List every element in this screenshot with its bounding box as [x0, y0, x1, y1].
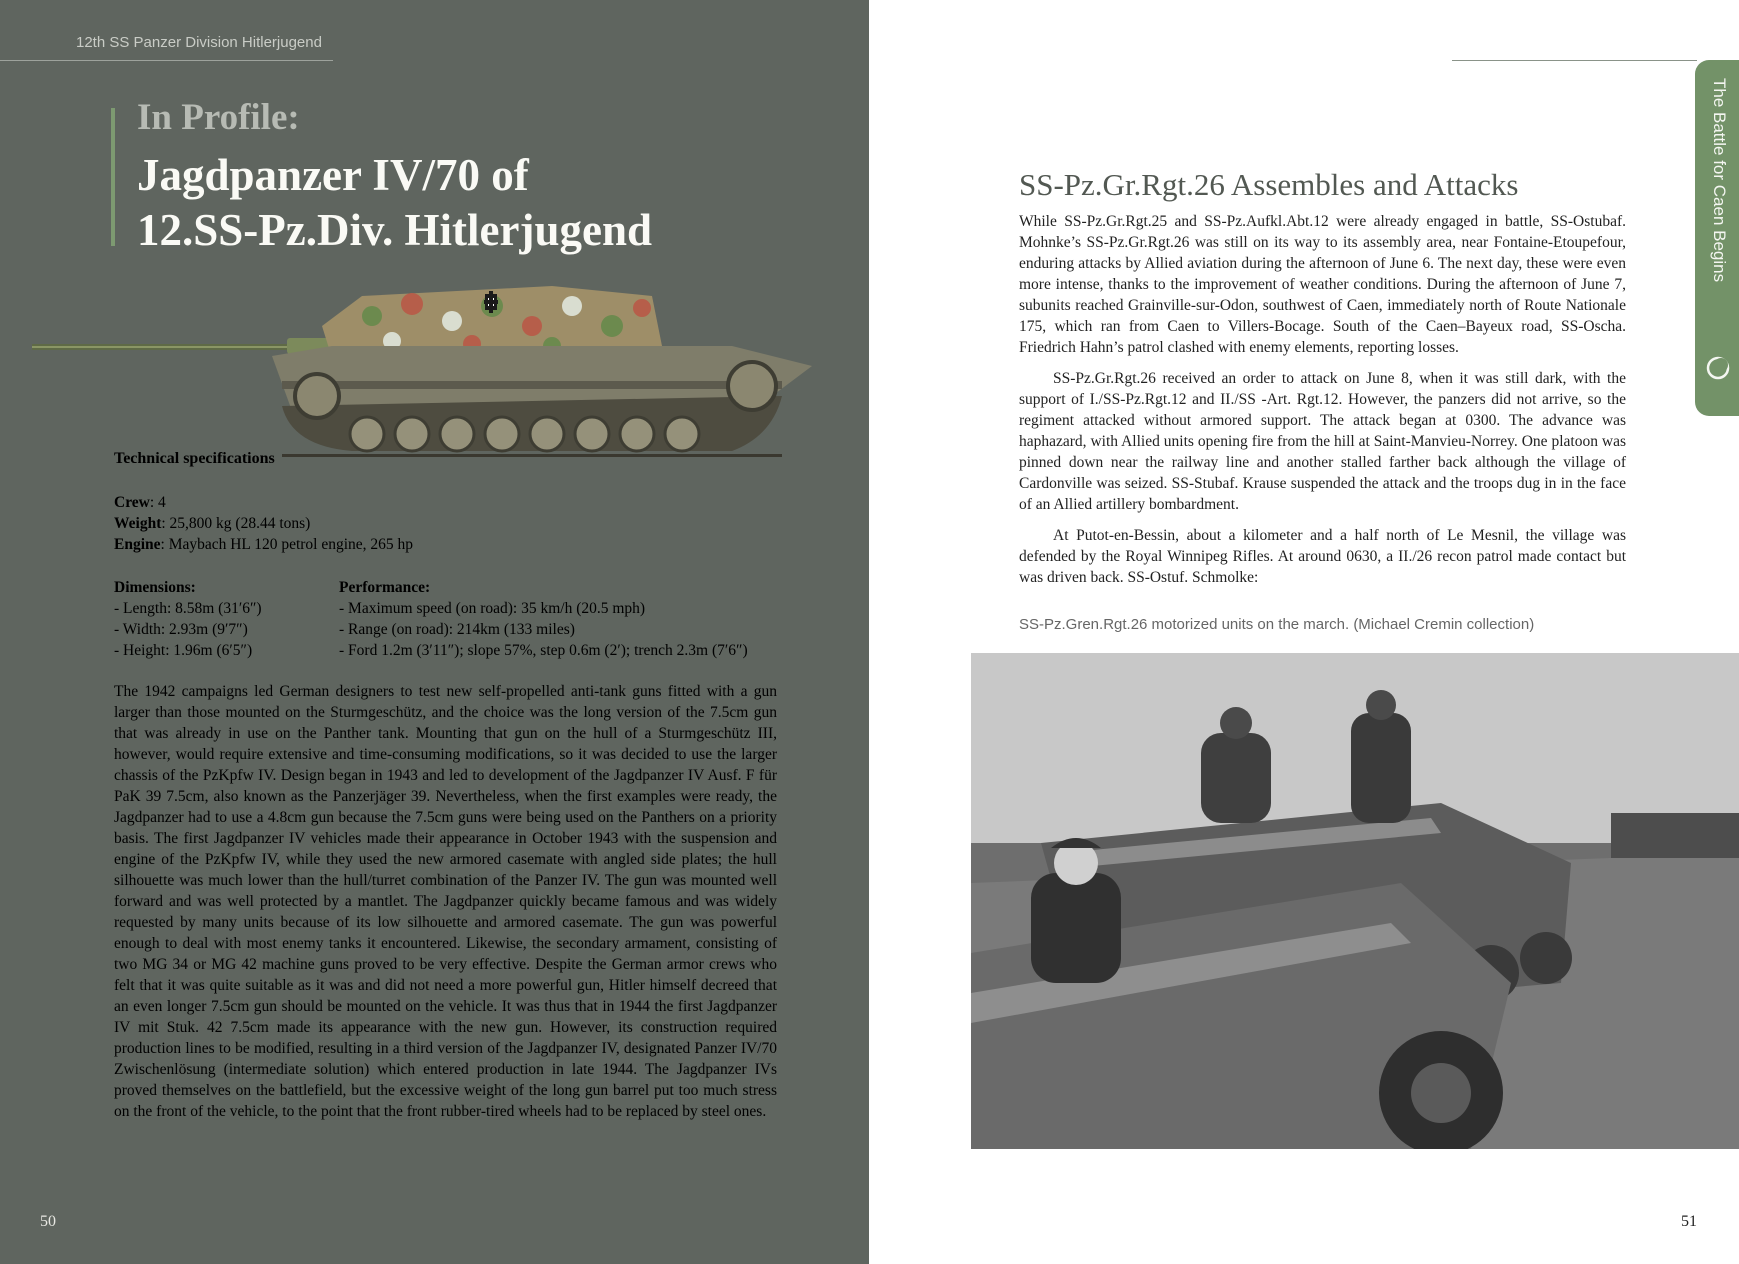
performance-item: - Range (on road): 214km (133 miles) [339, 621, 575, 638]
body-paragraph: At Putot-en-Bessin, about a kilometer and a half north of Le Mesnil, the village was defended by the Royal Winnipeg Rifles. At around 0630, a II./26 recon patrol made contact but was driven back. SS-Ostuf. Schmolke: [1019, 527, 1626, 586]
spec-engine: Engine: Maybach HL 120 petrol engine, 265 hp [114, 536, 414, 553]
body-paragraph: While SS-Pz.Gr.Rgt.25 and SS-Pz.Aufkl.Abt.12 were already engaged in battle, SS-Ostubaf. Mohnke’s SS-Pz.Gr.Rgt.26 was still on its way to its assembly area, near Fontaine-Etoupefour, enduring attacks by Allied aviation during the afternoon of June 6. The next day, these were even more intense, thanks to the improvement of weather conditions. During the afternoon of June 7, subunits reached Grainville-sur-Odon, southwest of Caen, immediately north of Route Nationale 175, which ran from Caen to Villers-Bocage. South of the Caen–Bayeux road, SS-Oscha. Friedrich Hahn’s patrol clashed with enemy elements, reporting losses. [1019, 213, 1626, 356]
profile-body-text: The 1942 campaigns led German designers to test new self-propelled anti-tank guns fitted with a gun larger than those mounted on the Sturmgeschütz, and the choice was the long version of the 7.5cm gun that was already in use on the Panther tank. Mounting that gun on the hull of a Sturmgeschütz III, however, would require extensive and time-consuming modifications, so it was decided to use the larger chassis of the PzKpfw IV. Design began in 1943 and led to development of the Jagdpanzer IV Ausf. F für PaK 39 7.5cm, also known as the Panzerjäger 39. Nevertheless, when the first examples were ready, the Jagdpanzer had to use a 4.8cm gun because the 7.5cm guns were being used on the Panthers on a priority basis. The first Jagdpanzer IV vehicles made their appearance in October 1943 with the suspension and engine of the PzKpfw IV, while they used the new armored casemate with angled side plates; the hull silhouette was much lower than the hull/turret combination of the Panzer IV. The gun was mounted well forward and was well protected by a mantlet. The Jagdpanzer quickly became famous and was widely requested by many units because of its low silhouette and armored casemate. The gun was powerful enough to deal with most enemy tanks it encountered. Likewise, the secondary armament, consisting of two MG 34 or MG 42 machine guns proved to be very effective. Despite the German armor crews who felt that it was quite suitable as it was and did not need a more powerful gun, Hitler himself decreed that an even longer 7.5cm gun should be mounted on the vehicle. It was thus that in 1944 the first Jagdpanzer IV mit Stuk. 42 7.5cm made its appearance with the new gun. However, its construction required production lines to be modified, resulting in a third version of the Jagdpanzer IV, designated Panzer IV/70 Zwischenlösung (intermediate solution) which entered production in late 1944. The Jagdpanzer IVs proved themselves on the battlefield, but the excessive weight of the long gun barrel put too much stress on the front of the vehicle, to the point that the front rubber-tired wheels had to be replaced by steel ones. [114, 683, 777, 1120]
spec-crew: Crew: 4 [114, 494, 166, 511]
dimension-item: - Width: 2.93m (9′7″) [114, 621, 248, 638]
page-number-right: 51 [1681, 1213, 1697, 1230]
section-body [1019, 211, 1626, 598]
performance-item: - Maximum speed (on road): 35 km/h (20.5 mph) [339, 600, 646, 617]
tech-spec-heading: Technical specifications [114, 450, 275, 467]
halftrack-photo [971, 653, 1739, 1149]
chapter-icon [1705, 355, 1731, 381]
body-paragraph: SS-Pz.Gr.Rgt.26 received an order to attack on June 8, when it was still dark, with the support of I./SS-Pz.Rgt.12 and II./SS -Art. Rgt.12. However, the panzers did not arrive, so the regiment attacked without armored support. The attack began at 0300. The advance was haphazard, with Allied units opening fire from the hill at Saint-Manvieu-Norrey. One platoon was pinned down near the railway line and another stalled farther back although the village of Cardonville was seized. SS-Stubaf. Krause suspended the attack and the troops dug in in the face of an Allied artillery bombardment. [1019, 370, 1626, 513]
spec-weight: Weight: 25,800 kg (28.44 tons) [114, 515, 311, 532]
spec-list [114, 492, 413, 555]
page-number-left: 50 [40, 1213, 56, 1230]
dimensions-block [114, 577, 262, 661]
right-header-rule [1452, 60, 1697, 61]
performance-heading: Performance: [339, 579, 431, 596]
dimension-item: - Height: 1.96m (6′5″) [114, 642, 253, 659]
photo-caption: SS-Pz.Gren.Rgt.26 motorized units on the march. (Michael Cremin collection) [1019, 616, 1535, 633]
running-head: 12th SS Panzer Division Hitlerjugend [76, 34, 322, 51]
title-line-2: 12.SS-Pz.Div. Hitlerjugend [137, 205, 652, 255]
profile-kicker: In Profile: [137, 97, 300, 138]
chapter-tab-label: The Battle for Caen Begins [1710, 78, 1729, 283]
profile-title [137, 148, 837, 258]
title-accent-bar [111, 108, 115, 246]
performance-item: - Ford 1.2m (3′11″); slope 57%, step 0.6m (2′); trench 2.3m (7′6″) [339, 642, 748, 659]
section-heading: SS-Pz.Gr.Rgt.26 Assembles and Attacks [1019, 167, 1519, 202]
dimension-item: - Length: 8.58m (31′6″) [114, 600, 262, 617]
title-line-1: Jagdpanzer IV/70 of [137, 150, 529, 200]
performance-block [339, 577, 748, 661]
dimensions-heading: Dimensions: [114, 579, 196, 596]
running-head-rule [0, 60, 333, 61]
